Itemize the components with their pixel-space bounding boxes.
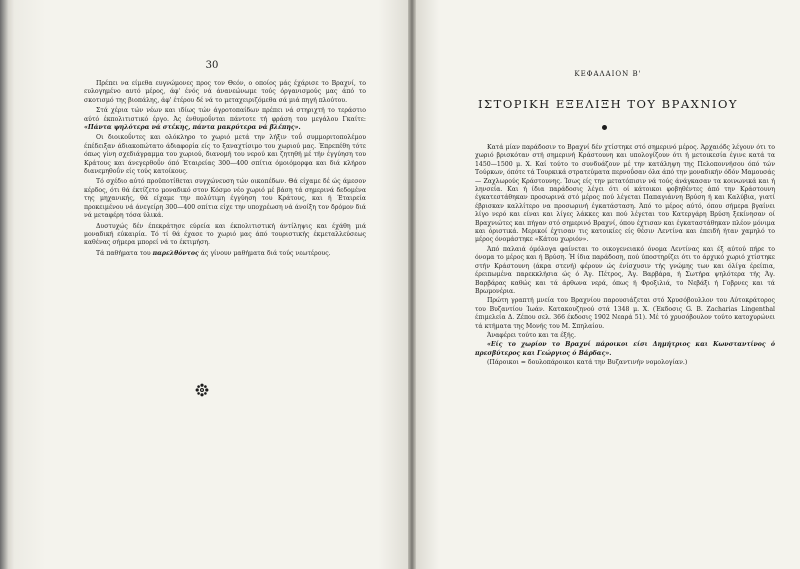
footnote: (Πάροικοι = δουλοπάροικοι κατά την Βυζαντινήν νομολογίαν.) [487,359,688,367]
left-page-text [84,80,366,260]
left-page [14,0,410,569]
paragraph [84,250,366,258]
right-page [416,0,800,569]
right-page-text [475,144,775,369]
paragraph [84,107,366,132]
paragraph: Άναφέρει τούτο και τα έξής. [487,331,576,339]
chapter-label: ΚΕΦΑΛΑΙΟΝ Β' [574,70,642,78]
book-gutter [408,0,416,569]
paragraph-text: Στά χέρια τών νέων και ιδίως τών άγροτοπαίδων πρέπει νά στηριχτή το τεράστιο αύτό έκπολιτιστικό έργο. Άς ένθυμοΰνται πάντοτε τή φράση του μεγάλου Γκαίτε: [84,107,366,123]
paragraph-text: Τά παθήματα του [96,249,151,257]
emphasis: παρελθόντος [152,249,199,257]
paragraph: Κατά μίαν παράδοσιν το Βραχνί δέν χτίστηκε στό σημερινό μέρος. Άρχαιόδς λέγουν ότι το χωριό βρισκόταν στή σημερινή Κράστουνη και υπολογίζουν ότι ή μετοικεσία έγινε κατά τα 1450—1500 μ. Χ. Καί τούτο το συνδυάζουν μέ την κατάληψη της Πελοποννήσου όπό τών Τούρκων, όπότε τά Τουρκικά στρατεύματα περνοΰσαν όλα άπό την μοναδικήν όδόν Μαμουσάς — Ζαχλωρούς Κράστουνης. Ίσως είς την μετατόπισιν νά τούς άνάγκασαν τα κοινωνικά και ή ληνσεία. Και ή ίδια παράδοσις λέγει ότι οί κάτοικοι φοβηθέντες άπό την Κράστουνη έγκατεστάθηκαν προσωρινά στό μέρος πού λέγεται Παπαγιάννη Βρύση ή και Καλύβια, γιατί έβρισκαν καλλίτερο να προσωρινή έγκατάσταση. Άπό το μέρος αύτό, όπου σήμερα βγαίνει λίγο νερό και είναι και λίγες λάκκες και πού λέγεται του Κατεργάρη Βρύση ξεκίνησαν οί Βραχνιώτες και πήγαν στό σημερινό Βραχνί, όπου έχτισαν και έγκαταστάθηκαν πλέον μόνιμα και όριστικά. Μερικοί έχτισαν τις κατοικίες είς θέσιν Λεντίνα και έπειδή ήταν χαμηλό το μέρος όνομάστηκε «Κάτου χωριόν». [475,144,775,244]
page-stack-edge [0,0,14,569]
page-number: 30 [205,60,219,71]
goethe-quote: «Πάντα ψηλότερα νά στέκης, πάντα μακρύτερα νά βλέπης». [84,124,301,132]
paragraph: Πρώτη γραπτή μνεία του Βραχνίου παρουσιάζεται στό Χρυσόβουλλον του Αύτοκράτορος του Βυζαντίου Ίωάν. Κατακουζηνού στά 1348 μ. Χ. (Έκδοσις G. B. Zacharias Lingenthal έπιμελεία Δ. Ζέπου σελ. 366 έκδοσις 1902 Νεαρά 51). Μέ τό χρυσόβουλον τούτο κατοχυρώνει τά κτήματα της Μονής του Μ. Σπηλαίου. [475,297,775,330]
flower-ornament-icon [195,383,209,397]
paragraph: Δυστυχώς δέν έπεκράτησε εύρεία και έκπολιτιστική άντίληψις και έχάθη μιά μοναδική εύκαιρία. Τό τί θά έχασε το χωριό μας άπό τουριστικής έκμεταλλεύσεως καθένας σήμερα μπορεί νά το έκτιμήση. [84,222,366,247]
chapter-title: ΙΣΤΟΡΙΚΗ ΕΞΕΛΙΞΗ ΤΟΥ ΒΡΑΧΝΙΟΥ [478,97,738,111]
paragraph: Πρέπει να είμεθα ευγνώμονες προς τον Θεόν, ο οποίος μάς έχάρισε το Βραχνί, το ευλογημένο αυτό μέρος, άφ' ένός νά άνανεώνωμε τούς όργανισμούς μας άπό το σκοτισμό της βιοπάλης, άφ' έτέρου δέ νά το μεταχειριζόμεθα σά μιά πηγή πλούτου. [84,80,366,104]
chrysobull-quote: «Είς το χωρίον το Βραχνί πάροικοι είσι Δημήτριος και Κωνσταντίνος ό πρεσβύτερος και Γεώργιος ό Βάρδας». [475,341,775,357]
paragraph-text: άς γίνουν μαθήματα διά τούς νεωτέρους. [200,249,331,257]
paragraph: Άπό παλαιά όμόλογα φαίνεται το οικογενειακό όνομα Λεντίνας και έξ αύτού πήρε το όνομα το μέρος και ή Βρύση. Ή ίδια παράδοση, πού ύποστηρίζει ότι το άρχικό χωριό χτίστηκε στήν Κράστουνη (άκρα στενή) φέρουν ώς ένίσχυσιν τής γνώμης των και όλίγα έρείπια, έρειπωμένα παρεκκλήσια ώς ό Άγ. Πέτρος, Άγ. Βαρβάρα, ή Σωτήρα ψηλότερα τής Άγ. Βαρβάρας καθώς και τά άρθωνα νερά, όπως ή Φροξιλιά, το Νεβάξι ή Γοβρνες και τά Βρωμονέρια. [475,245,775,295]
bullet-icon [602,125,607,130]
paragraph: Οι διοικοΰντες και ολόκληρο το χωριό μετά την λήξιν τοΰ συμμοριτοπολέμου έπέδειξαν άδιακοπώτατο άδιαφορία είς το ξαναχτίσιμο του χωριού μας. Έπρεπέθη τότε όπως γίνη σχεδιάγραμμα του χωριού, διανομή του νερού και ζητηθή μέ τήν έγγύηση του Κράτους και άνεγερθοΰν όπό Έταιρείας 300—400 σπίτια όμοιόμορφα και διά κλήρου διανεμηθοΰν είς τούς κατοίκους. [84,134,366,176]
paragraph: Τό σχέδιο αύτό προϋποτίθεται συγχώνευση τών οικοπέδων. Θά είχαμε δέ ώς άμεσον κέρδος, ότι θά έκτίζετο μοναδικό στον Κόσμο νέο χωριό μέ βάση τά σημερινά δεδομένα της μηχανικής, θά είχαμε την πολύτιμη έγγύηση του Κράτους, και ή Έταιρεία προκειμένου νά άνεγείρη 300—400 σπίτια είχε την υποχρέωση νά άνοίξη τον δρόμον διά νά μεταφέρη τόσα ύλικά. [84,178,366,220]
